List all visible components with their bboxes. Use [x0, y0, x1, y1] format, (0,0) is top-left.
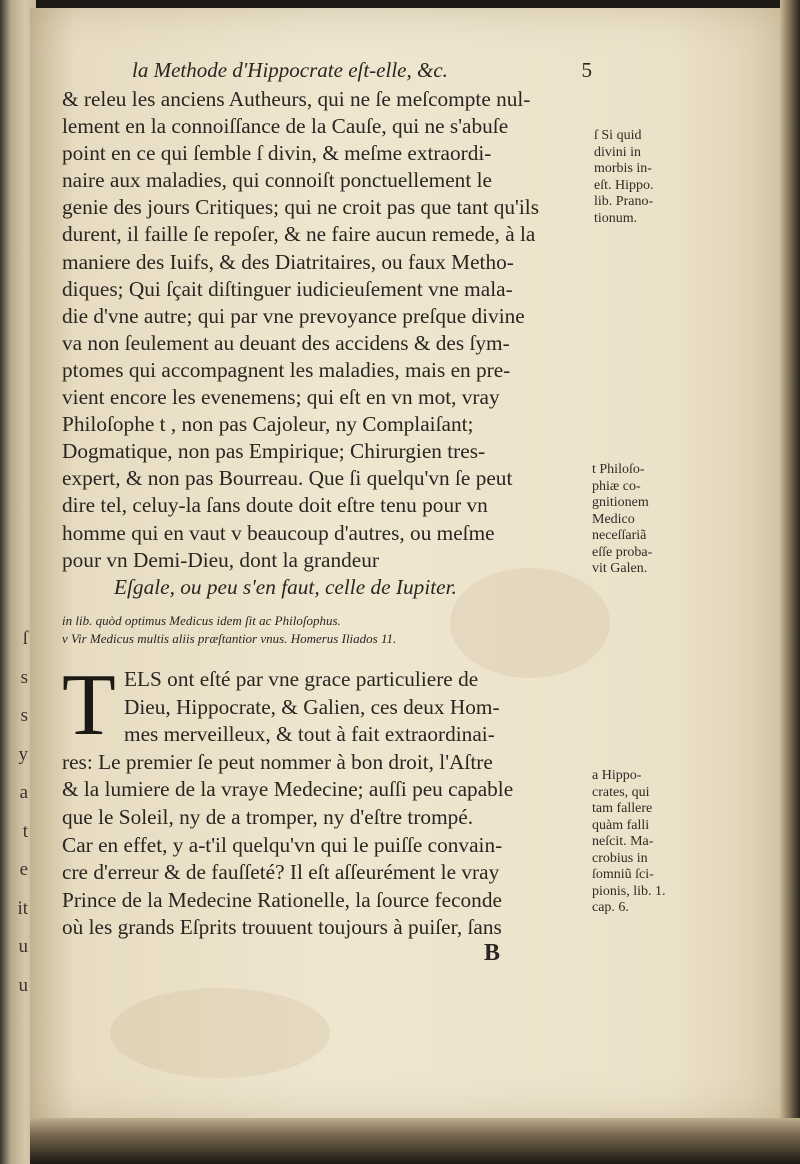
margin-note-line: tam fallere: [592, 801, 653, 816]
fragment: s: [20, 666, 28, 688]
signature-mark: B: [484, 940, 501, 966]
margin-note-line: t Philoſo-: [592, 462, 645, 477]
text-line: vient encore les evenemens; qui eſt en vn mot, vray: [62, 385, 500, 410]
text-line: pour vn Demi-Dieu, dont la grandeur: [62, 547, 379, 572]
text-line: expert, & non pas Bourreau. Que ſi quelqu'vn ſe peut: [62, 466, 513, 491]
text-line: lement en la connoiſſance de la Cauſe, qui ne s'abuſe: [62, 114, 509, 139]
text-line: diques; Qui ſçait diſtinguer iudicieuſement vne mala-: [62, 276, 513, 301]
main-text-block: [62, 86, 586, 601]
margin-note-line: ſomniũ ſci-: [592, 867, 654, 882]
text-line: die d'vne autre; qui par vne prevoyance preſque divine: [62, 303, 525, 328]
margin-note-t: [592, 462, 652, 578]
text-line: & la lumiere de la vraye Medecine; auſſi peu capable: [62, 777, 514, 802]
text-line: Dieu, Hippocrate, & Galien, ces deux Hom-: [124, 694, 500, 719]
footnote-line: v Vir Medicus multis aliis præſtantior vnus. Homerus Iliados 11.: [62, 631, 397, 646]
drop-cap: T: [62, 657, 116, 754]
margin-note-line: crates, qui: [592, 784, 650, 800]
running-header: [132, 58, 592, 84]
text-line: naire aux maladies, qui connoiſt ponctuellement le: [62, 168, 492, 193]
fragment: t: [22, 820, 28, 842]
verse-line: Eſgale, ou peu s'en faut, celle de Iupiter.: [114, 574, 457, 599]
running-title: la Methode d'Hippocrate eſt-elle, &c.: [132, 58, 448, 82]
margin-note-line: neceſſariã: [592, 528, 647, 543]
text-line: ptomes qui accompagnent les maladies, mais en pre-: [62, 357, 511, 382]
text-line: Philoſophe t , non pas Cajoleur, ny Complaiſant;: [62, 412, 474, 437]
margin-note-line: ſ Si quid: [594, 128, 642, 143]
margin-note-a: [592, 768, 666, 917]
new-section: [62, 657, 586, 942]
fragment: u: [18, 936, 28, 957]
margin-note-line: vit Galen.: [592, 561, 648, 576]
bottom-book-edge: [30, 1118, 800, 1164]
fragment: y: [18, 743, 28, 765]
text-line: Prince de la Medecine Rationelle, la ſource feconde: [62, 887, 502, 912]
margin-note-line: phiæ co-: [592, 478, 641, 494]
text-line: genie des jours Critiques; qui ne croit pas que tant qu'ils: [62, 195, 540, 220]
text-line: Car en effet, y a-t'il quelqu'vn qui le puiſſe convain-: [62, 832, 503, 857]
text-line: durent, il faille ſe repoſer, & ne faire aucun remede, à la: [62, 222, 536, 247]
margin-note-line: eſt. Hippo.: [594, 177, 654, 193]
text-line: & releu les anciens Autheurs, qui ne ſe meſcompte nul-: [62, 87, 531, 111]
text-line: res: Le premier ſe peut nommer à bon droit, l'Aſtre: [62, 749, 493, 774]
margin-note-line: neſcit. Ma-: [592, 834, 654, 849]
margin-note-line: pionis, lib. 1.: [592, 883, 666, 899]
text-line: où les grands Eſprits trouuent toujours à puiſer, ſans: [62, 915, 502, 940]
margin-note-line: eſſe proba-: [592, 544, 653, 560]
margin-note-line: lib. Prano-: [594, 194, 654, 209]
margin-note-line: tionum.: [594, 210, 638, 226]
footnote-line: in lib. quòd optimus Medicus idem ſit ac Philoſophus.: [62, 613, 341, 628]
fragment: u: [18, 974, 28, 996]
fragment: a: [19, 782, 28, 803]
text-line: point en ce qui ſemble ſ divin, & meſme extraordi-: [62, 141, 492, 166]
fragment: ſ: [22, 628, 28, 649]
margin-note-line: crobius in: [592, 850, 648, 866]
text-line: que le Soleil, ny de a tromper, ny d'eſtre trompé.: [62, 804, 474, 829]
facing-page-fragments: [2, 620, 28, 996]
text-line: va non ſeulement au deuant des accidens & des ſym-: [62, 330, 510, 355]
paper-stain: [110, 988, 330, 1078]
text-line: maniere des Iuifs, & des Diatritaires, ou faux Metho-: [62, 249, 514, 274]
margin-note-line: a Hippo-: [592, 768, 642, 783]
fragment: it: [17, 897, 28, 919]
margin-note-line: cap. 6.: [592, 900, 629, 915]
margin-note-line: gnitionem: [592, 495, 649, 510]
text-line: dire tel, celuy-la ſans doute doit eſtre tenu pour vn: [62, 493, 488, 518]
text-line: mes merveilleux, & tout à fait extraordinai-: [124, 722, 495, 747]
margin-note-line: quàm falli: [592, 817, 650, 833]
margin-note-line: morbis in-: [594, 161, 652, 176]
fragment: s: [20, 705, 28, 726]
margin-note-line: divini in: [594, 144, 642, 160]
right-book-edge: [780, 0, 800, 1164]
text-line: Dogmatique, non pas Empirique; Chirurgien tres-: [62, 439, 486, 464]
footnotes: [62, 612, 582, 648]
text-line: cre d'erreur & de fauſſeté? Il eſt aſſeurément le vray: [62, 860, 500, 885]
margin-note-line: Medico: [592, 511, 635, 527]
page-number: 5: [581, 58, 592, 82]
text-line: ELS ont eſté par vne grace particuliere de: [124, 667, 479, 691]
fragment: e: [19, 859, 28, 880]
margin-note-s: [594, 128, 654, 227]
text-line: homme qui en vaut v beaucoup d'autres, ou meſme: [62, 520, 495, 545]
